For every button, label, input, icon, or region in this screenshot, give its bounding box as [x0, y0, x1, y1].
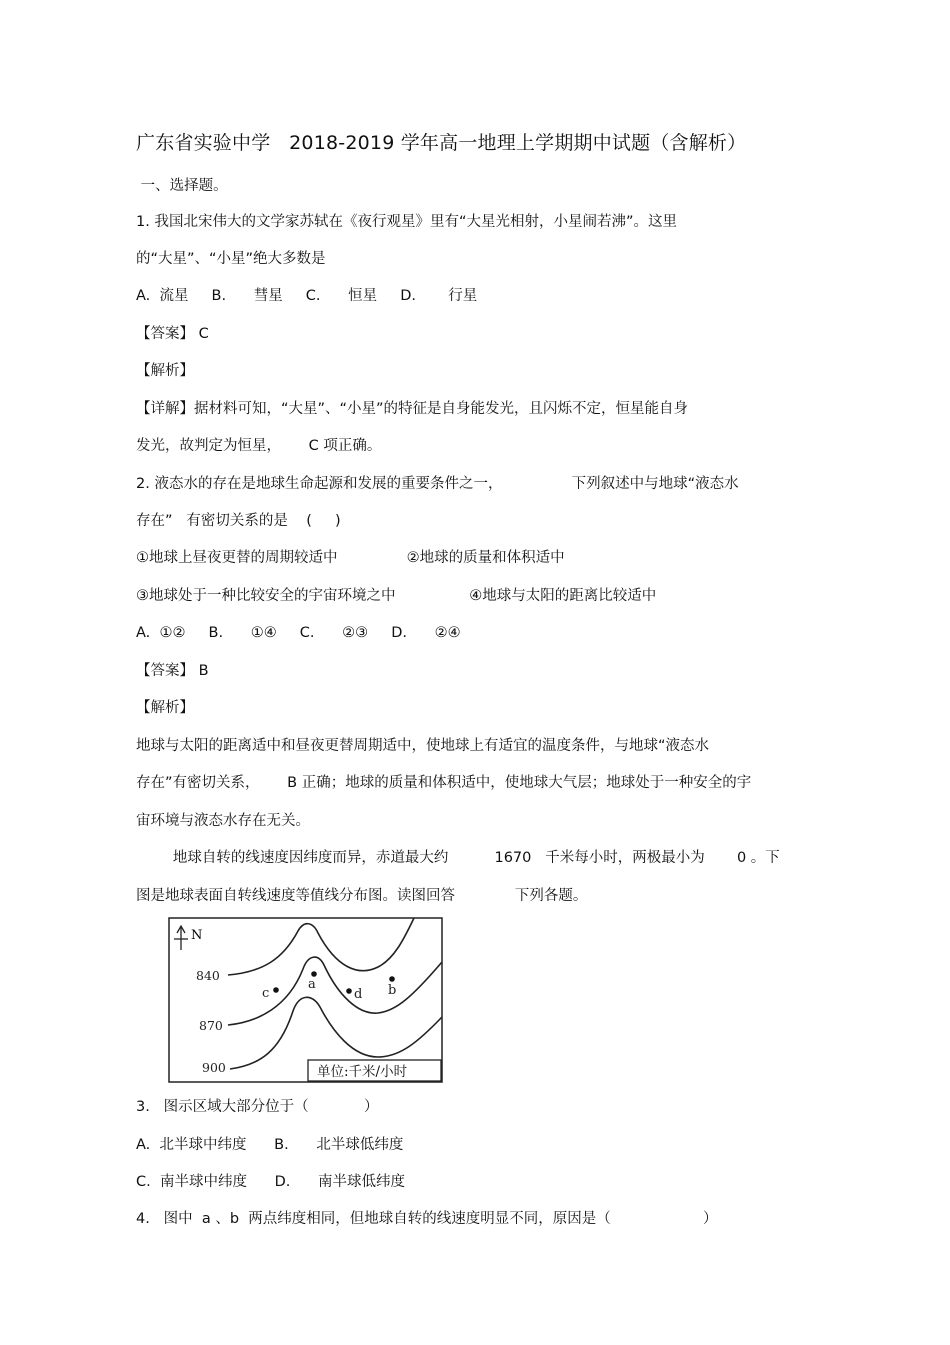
q2-analysis-label: 【解析】	[136, 700, 194, 716]
q1-stem-line1: 1. 我国北宋伟大的文学家苏轼在《夜行观星》里有“大星光相射，小星闹若沸”。这里	[136, 214, 677, 230]
q3-options-ab: A. 北半球中纬度 B. 北半球低纬度	[136, 1137, 404, 1153]
isoline-label-840: 840	[196, 968, 220, 983]
q1-stem-line2: 的“大星”、“小星”绝大多数是	[136, 251, 326, 267]
section-heading: 一、选择题。	[136, 178, 228, 194]
q1-options: A. 流星 B. 彗星 C. 恒星 D. 行星	[136, 288, 478, 304]
isoline-label-870: 870	[199, 1018, 223, 1033]
point-label-a: a	[308, 977, 316, 992]
q4-stem: 4. 图中 a 、b 两点纬度相同，但地球自转的线速度明显不同，原因是（ ）	[136, 1211, 718, 1227]
q2-explanation-line2: 存在”有密切关系， B 正确；地球的质量和体积适中，使地球大气层；地球处于一种安全的宇	[136, 775, 752, 791]
q1-answer: 【答案】 C	[136, 326, 209, 342]
intro-line2: 图是地球表面自转线速度等值线分布图。读图回答 下列各题。	[136, 888, 588, 904]
q3-options-cd: C. 南半球中纬度 D. 南半球低纬度	[136, 1174, 406, 1190]
q2-options: A. ①② B. ①④ C. ②③ D. ②④	[136, 625, 461, 641]
q2-explanation-line1: 地球与太阳的距离适中和昼夜更替周期适中，使地球上有适宜的温度条件，与地球“液态水	[136, 738, 710, 754]
north-label: N	[191, 928, 203, 943]
point-c	[273, 987, 279, 993]
point-label-c: c	[262, 986, 270, 1001]
q1-detail-line2: 发光，故判定为恒星， C 项正确。	[136, 438, 382, 454]
page-title: 广东省实验中学 2018-2019 学年高一地理上学期期中试题（含解析）	[136, 132, 747, 154]
q1-detail-line1: 【详解】据材料可知，“大星”、“小星”的特征是自身能发光，且闪烁不定，恒星能自身	[136, 401, 689, 417]
q3-stem: 3. 图示区域大部分位于（ ）	[136, 1099, 379, 1115]
point-label-d: d	[354, 987, 363, 1002]
rotation-speed-isoline-map	[168, 917, 444, 1084]
point-d	[346, 988, 352, 994]
q2-stem-line1: 2. 液态水的存在是地球生命起源和发展的重要条件之一， 下列叙述中与地球“液态水	[136, 476, 739, 492]
q2-statements-2: ③地球处于一种比较安全的宇宙环境之中 ④地球与太阳的距离比较适中	[136, 588, 657, 604]
q2-answer: 【答案】 B	[136, 663, 209, 679]
q1-analysis-label: 【解析】	[136, 363, 194, 379]
q2-statements-1: ①地球上昼夜更替的周期较适中 ②地球的质量和体积适中	[136, 550, 565, 566]
q2-stem-line2: 存在” 有密切关系的是 ( )	[136, 513, 341, 529]
point-a	[311, 971, 317, 977]
intro-line1: 地球自转的线速度因纬度而异，赤道最大约 1670 千米每小时，两极最小为 0 。下	[136, 850, 780, 866]
q2-explanation-line3: 宙环境与液态水存在无关。	[136, 813, 310, 829]
point-b	[389, 976, 395, 982]
isoline-label-900: 900	[202, 1060, 226, 1075]
unit-label: 单位:千米/小时	[317, 1064, 408, 1080]
point-label-b: b	[388, 983, 397, 998]
